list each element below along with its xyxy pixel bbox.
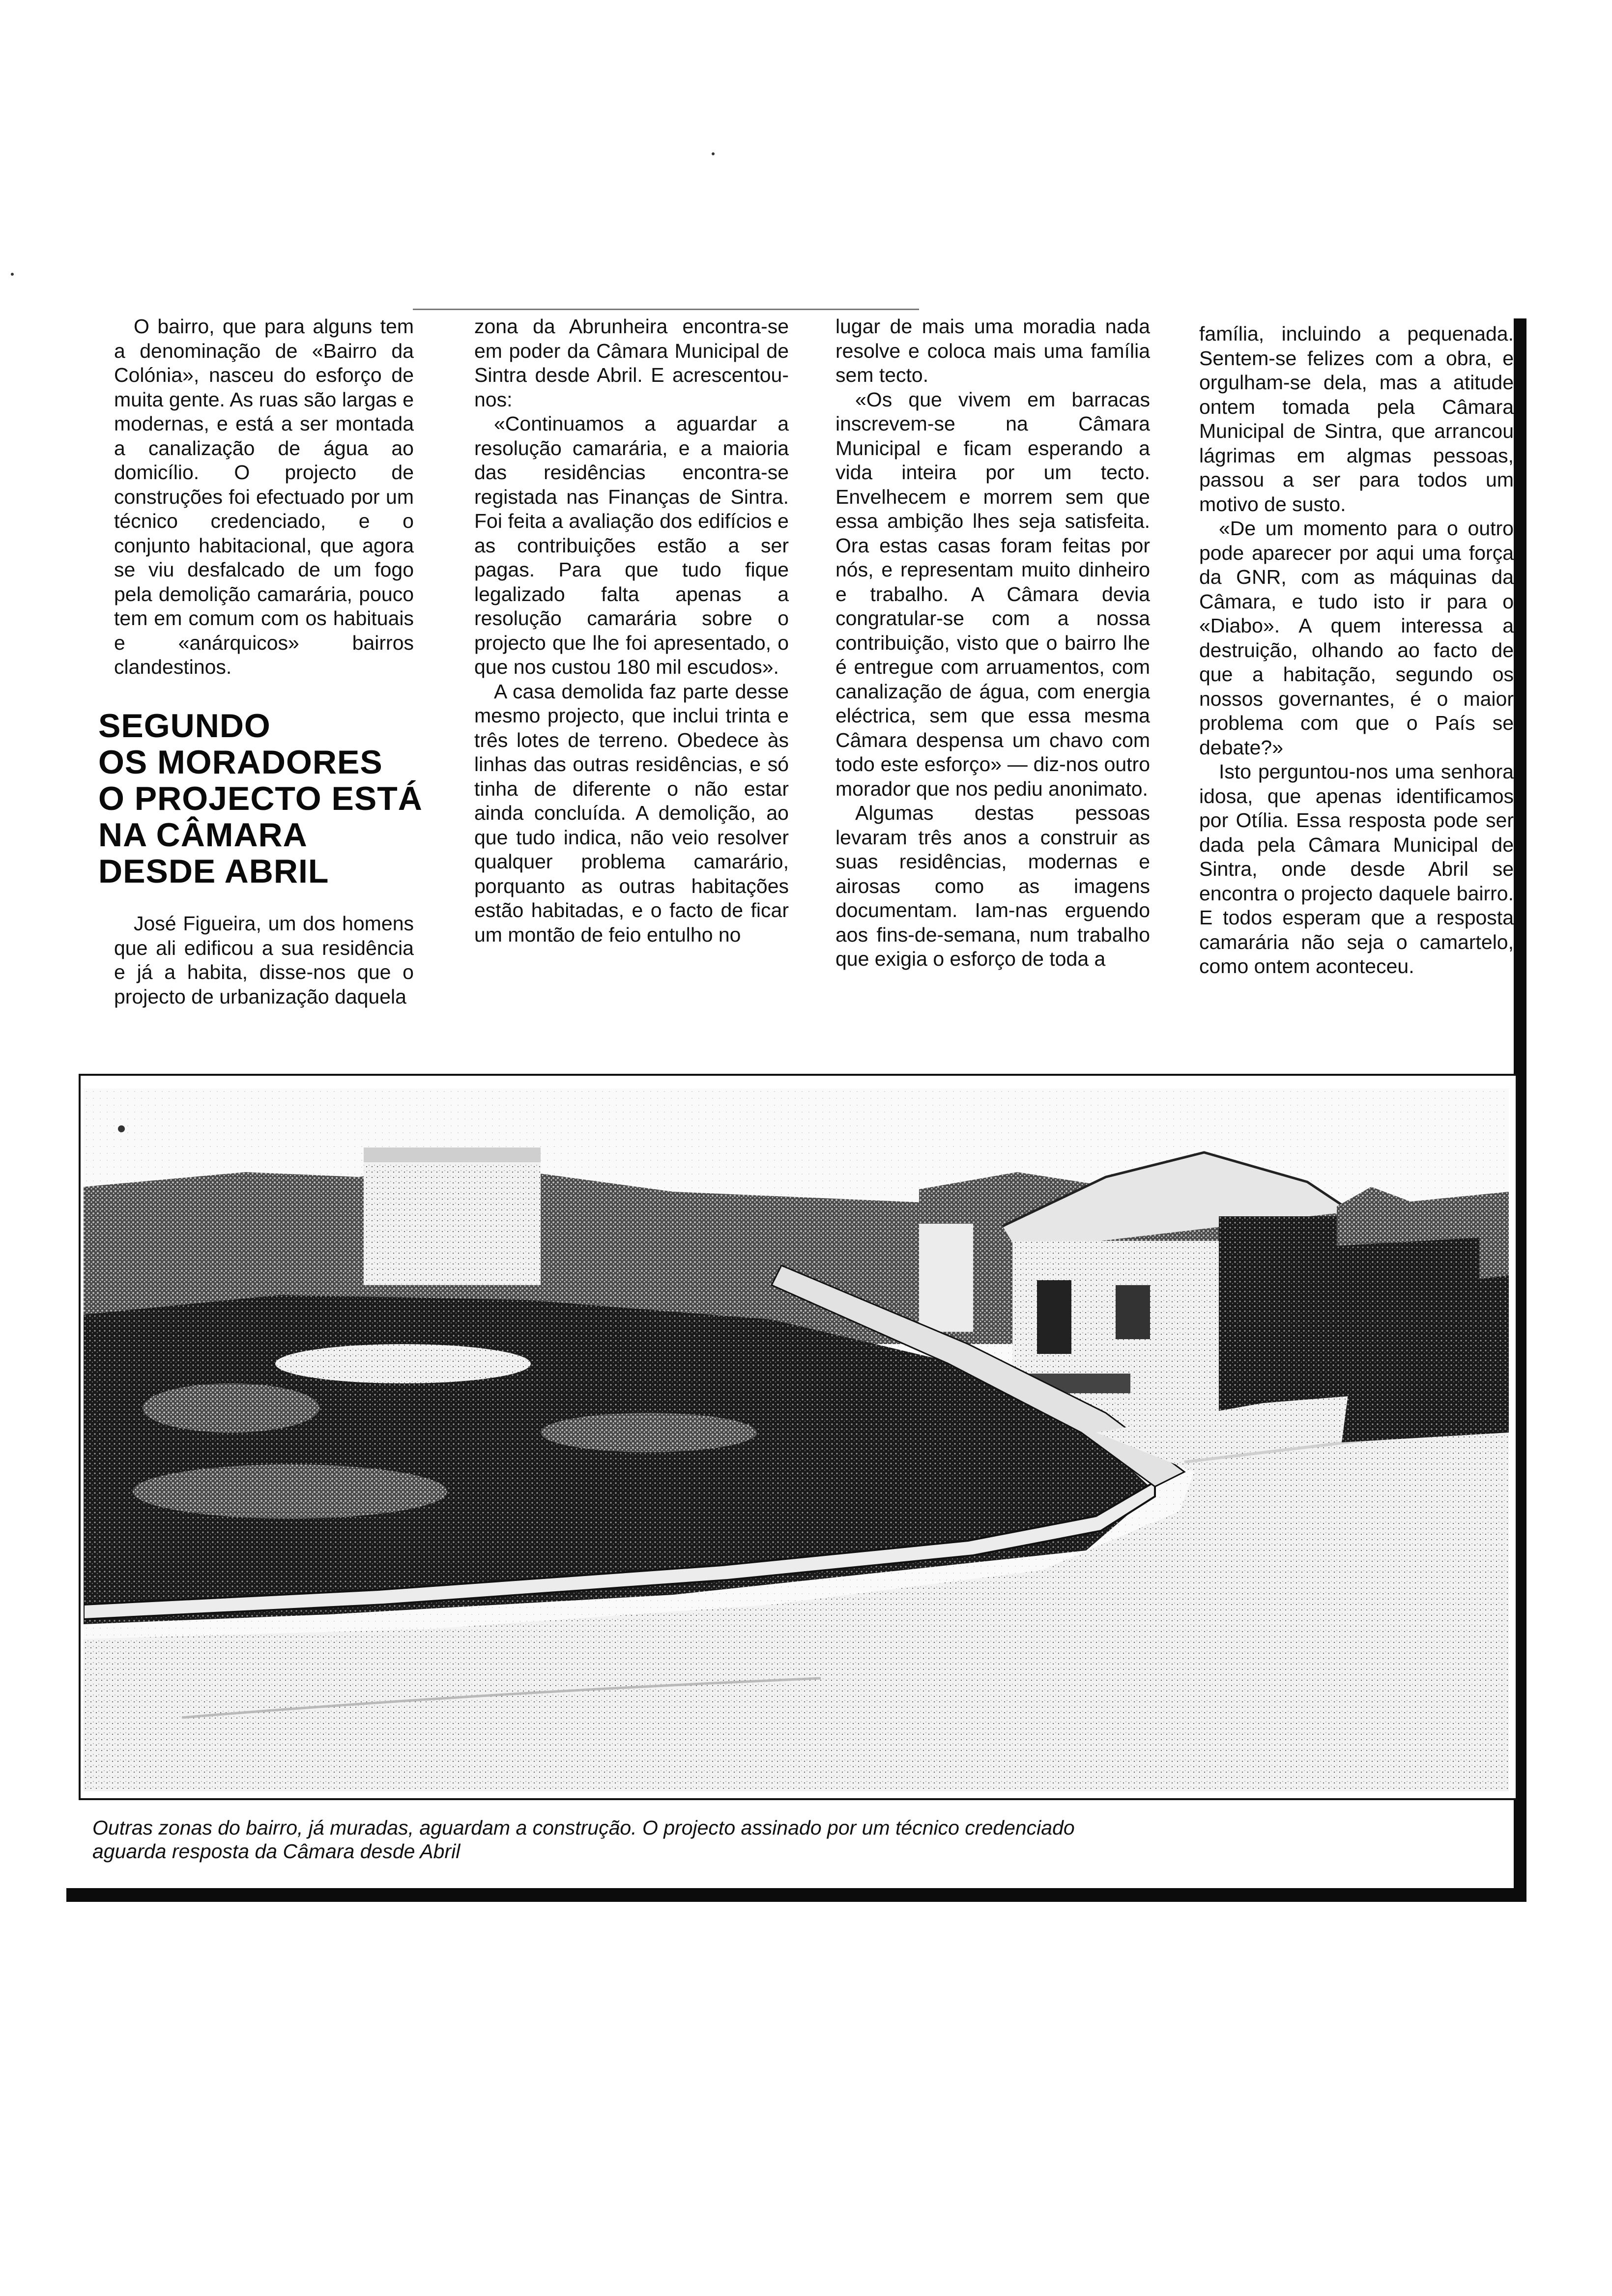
scan-speck xyxy=(712,152,715,155)
article-paragraph: família, incluindo a pequenada. Sentem-se felizes com a obra, e orgulham-se dela, mas a atitude ontem tomada pela Câmara Municipal de Sintra, que arrancou lágrimas em algmas pessoas, passou a ser para todos um motivo de susto. xyxy=(1199,322,1514,516)
article-paragraph: «Continuamos a aguardar a resolução camarária, e a maioria das residências encontra-se registada nas Finanças de Sintra. Foi feita a avaliação dos edifícios e as contribuições estão a ser pagas. Para que tudo fique legalizado falta apenas a resolução camarária sobre o projecto que lhe foi apresentado, o que nos custou 180 mil escudos». xyxy=(474,412,789,678)
article-column-1-continued xyxy=(114,912,414,1009)
article-column-3 xyxy=(835,315,1150,972)
news-photo xyxy=(84,1089,1509,1791)
photo-caption xyxy=(92,1816,1321,1863)
article-paragraph: O bairro, que para alguns tem a denominação de «Bairro da Colónia», nasceu do esforço de muita gente. As ruas são largas e modernas, e está a ser montada a canalização de água ao domicílio. O projecto de construções foi efectuado por um técnico credenciado, e o conjunto habitacional, que agora se viu desfalcado de um fogo pela demolição camarária, pouco tem em comum com os habituais e «anárquicos» bairros clandestinos. xyxy=(114,315,414,678)
column-top-rule xyxy=(413,309,919,310)
subheading-line: O PROJECTO ESTÁ xyxy=(98,780,423,817)
article-column-2 xyxy=(474,315,789,947)
subheading-line: DESDE ABRIL xyxy=(98,853,329,890)
subheading-line: OS MORADORES xyxy=(98,744,383,781)
article-column-1 xyxy=(114,315,414,680)
caption-line: Outras zonas do bairro, já muradas, aguardam a construção. O projecto assinado por um técnico credenciado xyxy=(92,1816,1075,1839)
article-paragraph: Isto perguntou-nos uma senhora idosa, que apenas identificamos por Otília. Essa resposta pode ser dada pela Câmara Municipal de Sintra, onde desde Abril se encontra o projecto daquele bairro. E todos esperam que a resposta camarária não seja o camartelo, como ontem aconteceu. xyxy=(1199,760,1514,977)
page-border-bottom xyxy=(66,1888,1526,1902)
photo-right-hedge xyxy=(1337,1187,1509,1442)
article-column-4 xyxy=(1199,322,1514,979)
scan-speck xyxy=(11,273,14,276)
article-paragraph: zona da Abrunheira encontra-se em poder da Câmara Municipal de Sintra desde Abril. E acrescentou-nos: xyxy=(474,315,789,411)
article-paragraph: «De um momento para o outro pode aparecer por aqui uma força da GNR, com as máquinas da Câmara, e tudo isto ir para o «Diabo». A quem interessa a destruição, olhando ao facto de que a habitação, segundo os nossos governantes, é o maior problema com que o País se debate?» xyxy=(1199,517,1514,759)
article-paragraph: José Figueira, um dos homens que ali edificou a sua residência e já a habita, disse-nos que o projecto de urbanização daquela xyxy=(114,912,414,1008)
article-paragraph: Algumas destas pessoas levaram três anos a construir as suas residências, modernas e airosas como as imagens documentam. Iam-nas erguendo aos fins-de-semana, num trabalho que exigia o esforço de toda a xyxy=(835,802,1150,970)
scan-speck xyxy=(118,1125,125,1132)
caption-line: aguarda resposta da Câmara desde Abril xyxy=(92,1840,461,1863)
subheading-line: NA CÂMARA xyxy=(98,816,308,854)
article-paragraph: A casa demolida faz parte desse mesmo projecto, que inclui trinta e três lotes de terreno. Obedece às linhas das outras residências, e só tinha de diferente o não estar ainda concluída. A demolição, ao que tudo indica, não veio resolver qualquer problema camarário, porquanto as outras habitações estão habitadas, e o facto de ficar um montão de feio entulho no xyxy=(474,680,789,946)
article-paragraph: lugar de mais uma moradia nada resolve e coloca mais uma família sem tecto. xyxy=(835,315,1150,386)
article-paragraph: «Os que vivem em barracas inscrevem-se na Câmara Municipal e ficam esperando a vida inteira por um tecto. Envelhecem e morrem sem que essa ambição lhes seja satisfeita. Ora estas casas foram feitas por nós, e representam muito dinheiro e trabalho. A Câmara devia congratular-se com a nossa contribuição, visto que o bairro lhe é entregue com arruamentos, com canalização de água, com energia eléctrica, sem que essa mesma Câmara despensa um chavo com todo este esforço» — diz-nos outro morador que nos pediu anonimato. xyxy=(835,388,1150,800)
article-subheading xyxy=(98,708,423,890)
subheading-line: SEGUNDO xyxy=(98,707,271,745)
